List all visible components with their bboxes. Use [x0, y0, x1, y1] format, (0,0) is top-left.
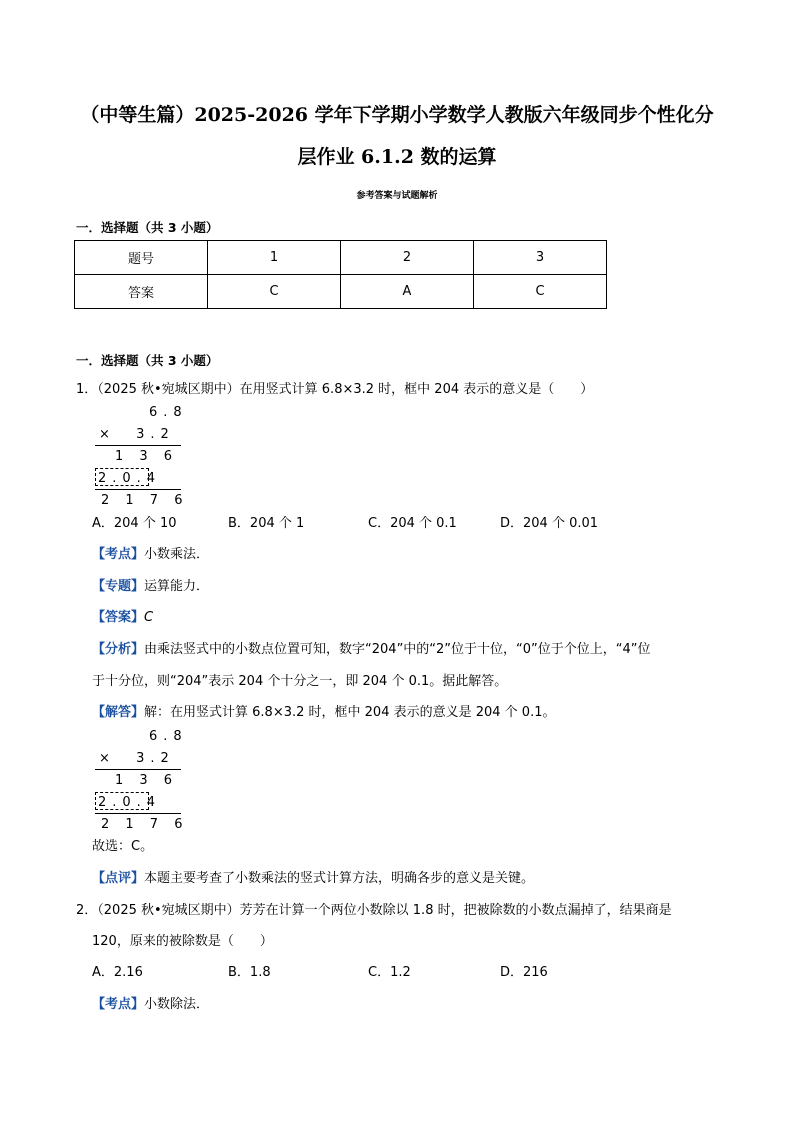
vertical-multiplication-1 — [93, 404, 189, 510]
option-c: C．1.2 — [368, 965, 411, 980]
option-a: A．204 个 10 — [92, 516, 177, 531]
daan-text: C — [144, 610, 154, 625]
vm-row-multiplier: × 3.2 — [99, 751, 175, 766]
vm-rule — [95, 769, 181, 770]
q2-kaodian-line — [92, 998, 209, 1011]
guxuan-line: 故选：C。 — [92, 839, 154, 854]
jieda-tag: 【解答】 — [92, 705, 145, 720]
option-d: D．216 — [500, 965, 548, 980]
page-title-line2: 层作业 6.1.2 数的运算 — [297, 146, 497, 168]
vm-row-multiplicand: 6.8 — [149, 405, 188, 420]
page-title-line1: （中等生篇）2025-2026 学年下学期小学数学人教版六年级同步个性化分 — [80, 104, 714, 126]
question-2-stem-line2: 120，原来的被除数是（ ） — [92, 934, 273, 949]
kaodian-tag: 【考点】 — [92, 997, 145, 1012]
option-d: D．204 个 0.01 — [500, 516, 599, 531]
jieda-text: 解：在用竖式计算 6.8×3.2 时，框中 204 表示的意义是 204 个 0.1。 — [144, 705, 556, 720]
kaodian-text: 小数乘法． — [144, 547, 210, 562]
option-c: C．204 个 0.1 — [368, 516, 457, 531]
vm-rule — [95, 489, 181, 490]
vm-row-partial1: 1 3 6 — [115, 773, 179, 788]
table-cell: 1 — [208, 241, 341, 275]
vm-rule — [95, 445, 181, 446]
kaodian-tag: 【考点】 — [92, 547, 145, 562]
kaodian-text: 小数除法． — [144, 997, 210, 1012]
zhuanti-line — [92, 580, 209, 593]
dianping-line — [92, 872, 534, 885]
table-cell: C — [208, 275, 341, 309]
kaodian-line — [92, 548, 209, 561]
daan-line — [92, 611, 153, 624]
vm-row-partial2: 2.0.4 — [98, 795, 162, 810]
vm-row-multiplicand: 6.8 — [149, 729, 188, 744]
option-a: A．2.16 — [92, 965, 143, 980]
jieda-line — [92, 706, 555, 719]
question-2-stem-line1: 2．（2025 秋•宛城区期中）芳芳在计算一个两位小数除以 1.8 时，把被除数的小数点漏掉了，结果商是 — [76, 903, 672, 918]
daan-tag: 【答案】 — [92, 610, 145, 625]
zhuanti-tag: 【专题】 — [92, 579, 145, 594]
dianping-text: 本题主要考查了小数乘法的竖式计算方法，明确各步的意义是关键。 — [144, 871, 535, 886]
table-cell: C — [474, 275, 607, 309]
section-heading-repeat: 一．选择题（共 3 小题） — [76, 353, 219, 368]
fenxi-tag: 【分析】 — [92, 642, 145, 657]
option-b: B．204 个 1 — [228, 516, 305, 531]
answer-table — [74, 240, 607, 309]
table-cell: 3 — [474, 241, 607, 275]
vm-row-multiplier: × 3.2 — [99, 427, 175, 442]
fenxi-line-1 — [92, 643, 651, 656]
fenxi-text-1: 由乘法竖式中的小数点位置可知，数字“204”中的“2”位于十位，“0”位于个位上，“4”位 — [144, 642, 651, 657]
vm-rule — [95, 813, 181, 814]
zhuanti-text: 运算能力． — [144, 579, 210, 594]
vm-row-product: 2 1 7 6 — [101, 817, 189, 832]
fenxi-line-2: 于十分位，则“204”表示 204 个十分之一，即 204 个 0.1。据此解答。 — [92, 674, 508, 689]
table-row — [75, 275, 607, 309]
question-1-stem: 1．（2025 秋•宛城区期中）在用竖式计算 6.8×3.2 时，框中 204 表示的意义是（ ） — [76, 382, 594, 397]
section-heading: 一．选择题（共 3 小题） — [76, 220, 219, 235]
table-row — [75, 241, 607, 275]
table-cell: 题号 — [75, 241, 208, 275]
vertical-multiplication-2 — [93, 728, 189, 834]
table-cell: A — [341, 275, 474, 309]
vm-row-product: 2 1 7 6 — [101, 493, 189, 508]
option-b: B．1.8 — [228, 965, 271, 980]
table-cell: 2 — [341, 241, 474, 275]
table-cell: 答案 — [75, 275, 208, 309]
dianping-tag: 【点评】 — [92, 871, 145, 886]
vm-row-partial1: 1 3 6 — [115, 449, 179, 464]
vm-row-partial2: 2.0.4 — [98, 471, 162, 486]
page-subtitle: 参考答案与试题解析 — [356, 191, 438, 201]
